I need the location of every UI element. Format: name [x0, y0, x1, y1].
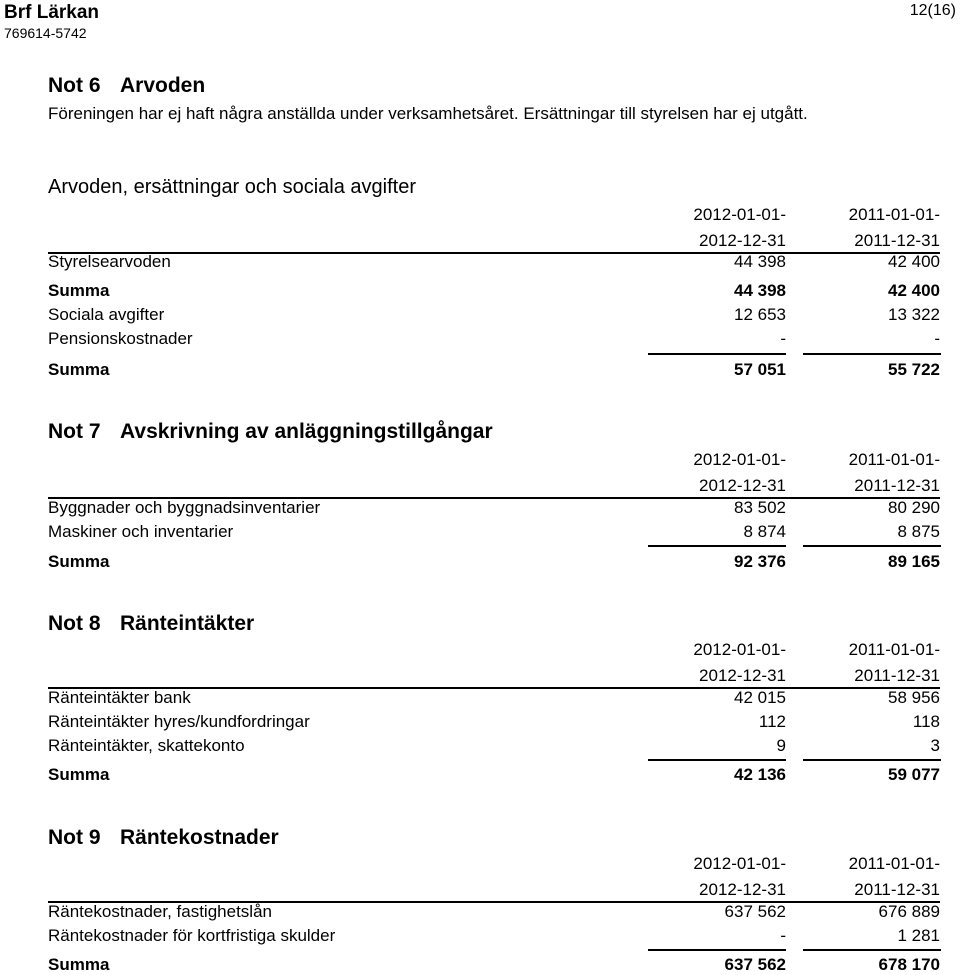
- period-start: 2011-01-01-: [848, 205, 940, 224]
- period-start: 2012-01-01-: [693, 640, 786, 659]
- note-8-number: Not 8: [48, 612, 101, 635]
- table-cell-previous: 678 170: [878, 955, 940, 974]
- table-row-label: Räntekostnader för kortfristiga skulder: [48, 926, 336, 945]
- table-cell-current: 42 136: [734, 765, 786, 784]
- table-row-sum-label: Summa: [48, 281, 110, 300]
- note-6-heading: [48, 74, 205, 98]
- period-start: 2011-01-01-: [848, 854, 940, 873]
- table-row-label: Ränteintäkter, skattekonto: [48, 736, 245, 755]
- table-cell-previous: 676 889: [878, 902, 940, 921]
- note-6-period-previous: [790, 202, 940, 254]
- table-cell-previous: 55 722: [888, 360, 940, 379]
- table-row-sum-label: Summa: [48, 360, 110, 379]
- table-cell-previous: -: [934, 329, 940, 348]
- sum-rule: [803, 759, 941, 761]
- table-row-label: Ränteintäkter bank: [48, 688, 191, 707]
- note-6-period-current: [636, 202, 786, 254]
- table-cell-current: 637 562: [724, 955, 786, 974]
- table-cell-current: -: [780, 329, 786, 348]
- period-end: 2012-12-31: [699, 231, 786, 250]
- table-row-label: Styrelsearvoden: [48, 252, 171, 271]
- sum-rule: [648, 759, 786, 761]
- note-8-period-previous: [790, 637, 940, 689]
- note-8-period-current: [636, 637, 786, 689]
- table-row-label: Sociala avgifter: [48, 305, 165, 324]
- sum-rule: [803, 545, 941, 547]
- table-cell-current: 8 874: [743, 522, 786, 541]
- note-7-period-current: [636, 447, 786, 499]
- table-row-label: Maskiner och inventarier: [48, 522, 234, 541]
- table-cell-current: -: [780, 926, 786, 945]
- table-cell-previous: 58 956: [888, 688, 940, 707]
- note-6-intro-text: Föreningen har ej haft några anställda under verksamhetsåret. Ersättningar till styrelsen har ej utgått.: [48, 104, 808, 123]
- note-9-period-previous: [790, 851, 940, 903]
- table-cell-previous: 118: [912, 712, 940, 731]
- period-start: 2012-01-01-: [693, 205, 786, 224]
- table-cell-previous: 42 400: [888, 252, 940, 271]
- sum-rule: [648, 949, 786, 951]
- table-cell-previous: 3: [930, 736, 940, 755]
- period-end: 2011-12-31: [854, 666, 940, 685]
- sum-rule: [803, 949, 941, 951]
- note-8-title: Ränteintäkter: [120, 612, 255, 635]
- note-7-title: Avskrivning av anläggningstillgångar: [120, 420, 493, 443]
- sum-rule: [648, 545, 786, 547]
- table-cell-previous: 80 290: [888, 498, 940, 517]
- table-row-sum-label: Summa: [48, 765, 110, 784]
- table-row-label: Pensionskostnader: [48, 329, 193, 348]
- table-cell-previous: 89 165: [888, 552, 940, 571]
- page-number: 12(16): [909, 2, 956, 19]
- period-end: 2012-12-31: [699, 880, 786, 899]
- table-cell-current: 112: [758, 712, 786, 731]
- period-end: 2011-12-31: [854, 476, 940, 495]
- table-cell-current: 44 398: [734, 252, 786, 271]
- table-cell-current: 92 376: [734, 552, 786, 571]
- note-9-title: Räntekostnader: [120, 826, 279, 849]
- table-row-sum-label: Summa: [48, 955, 110, 974]
- table-row-label: Byggnader och byggnadsinventarier: [48, 498, 321, 517]
- table-cell-previous: 8 875: [897, 522, 940, 541]
- note-6-title: Arvoden: [120, 74, 206, 97]
- period-end: 2011-12-31: [854, 880, 940, 899]
- period-start: 2012-01-01-: [693, 854, 786, 873]
- sum-rule: [803, 353, 941, 355]
- table-cell-current: 57 051: [734, 360, 786, 379]
- table-cell-current: 9: [776, 736, 786, 755]
- note-7-number: Not 7: [48, 420, 101, 443]
- note-6-number: Not 6: [48, 74, 101, 97]
- organization-number: 769614-5742: [4, 25, 87, 41]
- sum-rule: [648, 353, 786, 355]
- table-cell-previous: 13 322: [888, 305, 940, 324]
- table-row-label: Ränteintäkter hyres/kundfordringar: [48, 712, 310, 731]
- note-9-heading: [48, 826, 279, 850]
- note-7-heading: [48, 420, 493, 444]
- table-cell-previous: 42 400: [888, 281, 940, 300]
- period-start: 2011-01-01-: [848, 640, 940, 659]
- table-cell-current: 637 562: [724, 902, 786, 921]
- period-start: 2011-01-01-: [848, 450, 940, 469]
- period-start: 2012-01-01-: [693, 450, 786, 469]
- note-9-number: Not 9: [48, 826, 101, 849]
- table-cell-previous: 1 281: [897, 926, 940, 945]
- note-9-period-current: [636, 851, 786, 903]
- table-cell-previous: 59 077: [888, 765, 940, 784]
- note-6-subtitle: Arvoden, ersättningar och sociala avgifter: [48, 176, 416, 198]
- organization-name: Brf Lärkan: [4, 2, 100, 23]
- period-end: 2012-12-31: [699, 476, 786, 495]
- table-cell-current: 42 015: [734, 688, 786, 707]
- table-row-label: Räntekostnader, fastighetslån: [48, 902, 272, 921]
- table-cell-current: 83 502: [734, 498, 786, 517]
- note-8-heading: [48, 612, 254, 636]
- period-end: 2012-12-31: [699, 666, 786, 685]
- table-cell-current: 44 398: [734, 281, 786, 300]
- table-cell-current: 12 653: [734, 305, 786, 324]
- table-row-sum-label: Summa: [48, 552, 110, 571]
- note-7-period-previous: [790, 447, 940, 499]
- period-end: 2011-12-31: [854, 231, 940, 250]
